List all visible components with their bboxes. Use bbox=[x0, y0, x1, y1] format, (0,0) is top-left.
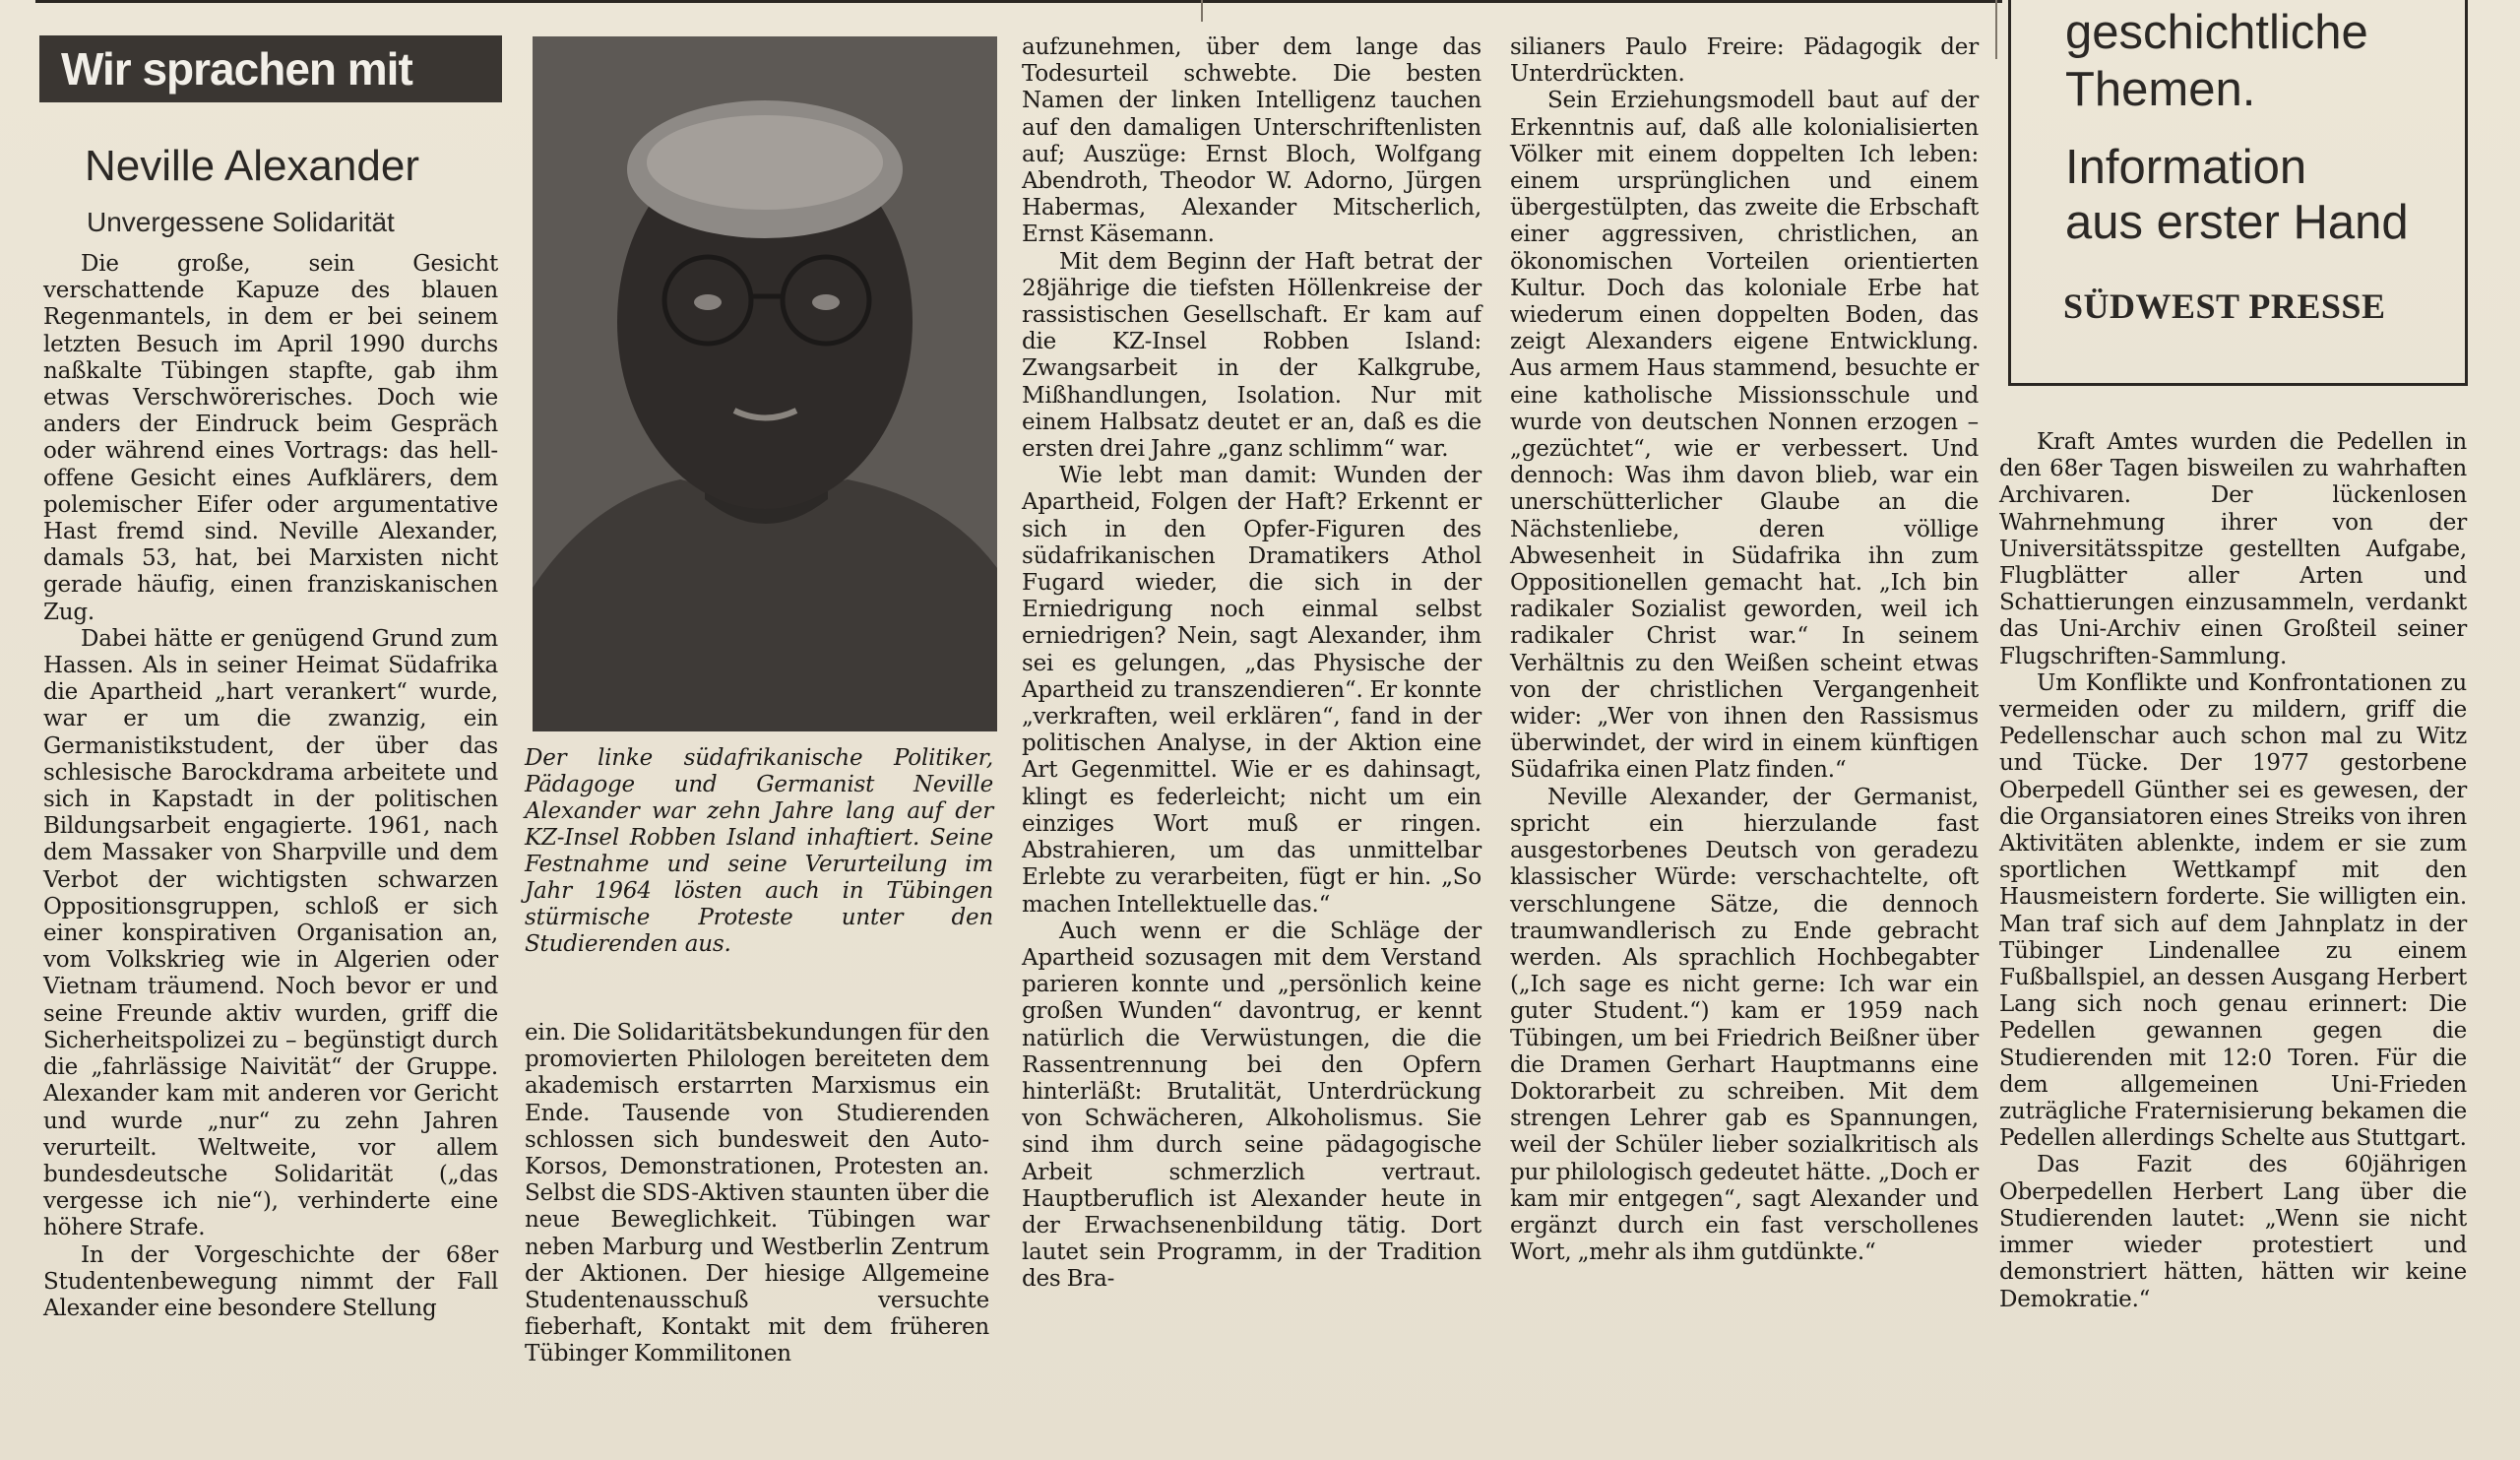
portrait-photo bbox=[533, 36, 997, 731]
paragraph: ein. Die Solidaritätsbekundungen für den promovierten Philologen bereiteten dem akademisch erstarrten Marxismus ein Ende. Tausende von Studierenden schlossen sich bundesweit den Auto-Korsos, Demonstrationen, Protesten an. Selbst die SDS-Aktiven staunten über die neue Beweglichkeit. Tübingen war neben Marburg und Westberlin Zentrum der Aktionen. Der hiesige Allgemeine Studentenausschuß versuchte fieberhaft, Kontakt mit dem früheren Tübinger Kommilitonen bbox=[525, 1020, 989, 1367]
paragraph: In der Vorgeschichte der 68er Studentenbewegung nimmt der Fall Alexander eine besondere Stellung bbox=[43, 1241, 498, 1321]
paragraph: Neville Alexander, der Germanist, spricht ein hierzulande fast ausgestorbenes Deutsch von geradezu klassischer Würde: verschachtelte, oft verschlungene Sätze, die dennoch traumwandlerisch zu Ende gebracht werden. Als sprachlich Hochbegabter („Ich sage es nicht gerne: Ich war ein guter Student.“) kam er 1959 nach Tübingen, um bei Friedrich Beißner über die Dramen Gerhart Hauptmanns eine Doktorarbeit zu schreiben. Mit dem strengen Lehrer gab es Spannungen, weil der Schüler lieber sozialkritisch als pur philologisch gedeutet hätte. „Doch er kam mir entgegen“, sagt Alexander und ergänzt durch ein fast verschollenes Wort, „mehr als ihm gutdünkte.“ bbox=[1510, 784, 1979, 1266]
photo-caption: Der linke südafrikanische Politiker, Pädagoge und Germanist Neville Alexander war zehn Jahre lang auf der KZ-Insel Robben Island inhaftiert. Seine Festnahme und seine Verurteilung im Jahr 1964 lösten auch in Tübingen stürmische Proteste unter den Studierenden aus. bbox=[525, 745, 993, 957]
advertisement-box bbox=[2008, 0, 2468, 386]
article-subhead: Unvergessene Solidarität bbox=[87, 207, 395, 237]
paragraph: silianers Paulo Freire: Pädagogik der Unterdrückten. bbox=[1510, 34, 1979, 88]
paragraph: Wie lebt man damit: Wunden der Apartheid, Folgen der Haft? Erkennt er sich in den Opfer-Figuren des südafrikanischen Dramatikers Athol Fugard wieder, die sich in der Erniedrigung noch einmal selbst erniedrigen? Nein, sagt Alexander, ihm sei es gelungen, „das Physische der Apartheid zu transzendieren“. Er konnte „verkraften, weil erklären“, fand in der politischen Analyse, in der Aktion eine Art Gegenmittel. Wie er es dahinsagt, klingt es federleicht; nicht um ein einziges Wort muß er ringen. Abstrahieren, um das unmittelbar Erlebte zu verarbeiten, fügt er hin. „So machen Intellektuelle das.“ bbox=[1022, 463, 1481, 918]
ad-text-line: Themen. bbox=[2065, 63, 2256, 116]
paragraph: Das Fazit des 60jährigen Oberpedellen Herbert Lang über die Studierenden lautet: „Wenn sie nicht immer wieder protestiert und demonstriert hätten, hätten wir keine Demokratie.“ bbox=[1999, 1152, 2467, 1312]
ad-text-line: geschichtliche bbox=[2065, 6, 2368, 59]
article-column-4 bbox=[1510, 34, 1979, 1266]
paragraph: aufzunehmen, über dem lange das Todesurteil schwebte. Die besten Namen der linken Intelligenz tauchen auf den damaligen Unterschriftenlisten auf; Auszüge: Ernst Bloch, Wolfgang Abendroth, Theodor W. Adorno, Jürgen Habermas, Alexander Mitscherlich, Ernst Käsemann. bbox=[1022, 34, 1481, 248]
article-column-2 bbox=[525, 1020, 989, 1368]
column-divider bbox=[1201, 0, 1203, 22]
top-rule bbox=[35, 0, 2002, 3]
rubric-banner: Wir sprachen mit bbox=[39, 35, 502, 102]
ad-text-line: aus erster Hand bbox=[2065, 196, 2409, 249]
column-divider bbox=[1995, 0, 1997, 59]
article-column-3 bbox=[1022, 34, 1481, 1294]
paragraph: Sein Erziehungsmodell baut auf der Erkenntnis auf, daß alle kolonialisierten Völker mit einem doppelten Ich leben: einem ursprünglichen und einem übergestülpten, das zweite die Erbschaft einer aggressiven, christlichen, an ökonomischen Vorteilen orientierten Kultur. Doch das koloniale Erbe hat wiederum einen doppelten Boden, das zeigt Alexanders eigene Entwicklung. Aus armem Haus stammend, besuchte er eine katholische Missionsschule und wurde von deutschen Nonnen erzogen – „gezüchtet“, wie er verbessert. Und dennoch: Was ihm davon blieb, war ein unerschütterlicher Glaube an die Nächstenliebe, deren völlige Abwesenheit in Südafrika ihn zum Oppositionellen gemacht hat. „Ich bin radikaler Sozialist geworden, weil ich radikaler Christ war.“ In seinem Verhältnis zu den Weißen scheint etwas von der christlichen Vergangenheit wider: „Wer von ihnen den Rassismus überwindet, der wird in einem künftigen Südafrika einen Platz finden.“ bbox=[1510, 88, 1979, 784]
paragraph: Mit dem Beginn der Haft betrat der 28jährige die tiefsten Höllenkreise der rassistischen Gesellschaft. Er kam auf die KZ-Insel Robben Island: Zwangsarbeit in der Kalkgrube, Mißhandlungen, Isolation. Nur mit einem Halbsatz deutet er an, daß es die ersten drei Jahre „ganz schlimm“ war. bbox=[1022, 248, 1481, 463]
article-column-5 bbox=[1999, 429, 2467, 1313]
ad-text-line: Information bbox=[2065, 141, 2307, 194]
article-headline: Neville Alexander bbox=[85, 142, 419, 190]
paragraph: Dabei hätte er genügend Grund zum Hassen. Als in seiner Heimat Südafrika die Apartheid „hart verankert“ wurde, war er um die zwanzig, ein Germanistikstudent, der über das schlesische Barockdrama arbeitete und sich in Kapstadt in der politischen Bildungsarbeit engagierte. 1961, nach dem Massaker von Sharpville und dem Verbot der wichtigsten schwarzen Oppositionsgruppen, schloß er sich einer konspirativen Organisation an, vom Volkskrieg wie in Algerien oder Vietnam träumend. Noch bevor er und seine Freunde aktiv wurden, griff die Sicherheitspolizei zu – begünstigt durch die „fahrlässige Naivität“ der Gruppe. Alexander kam mit anderen vor Gericht und wurde „nur“ zu zehn Jahren verurteilt. Weltweite, vor allem bundesdeutsche Solidarität („das vergesse ich nie“), verhinderte eine höhere Strafe. bbox=[43, 625, 498, 1241]
paragraph: Auch wenn er die Schläge der Apartheid sozusagen mit dem Verstand parieren konnte und „persönlich keine großen Wunden“ davontrug, er kennt natürlich die Verwüstungen, die die Rassentrennung bei den Opfern hinterläßt: Brutalität, Unterdrückung von Schwächeren, Alkoholismus. Sie sind ihm durch seine pädagogische Arbeit schmerzlich vertraut. Hauptberuflich ist Alexander heute in der Erwachsenenbildung tätig. Dort lautet sein Programm, in der Tradition des Bra- bbox=[1022, 918, 1481, 1293]
ad-brand-logo: SÜDWEST PRESSE bbox=[2063, 286, 2386, 326]
paragraph: Die große, sein Gesicht verschattende Kapuze des blauen Regenmantels, in dem er bei seinem letzten Besuch im April 1990 durchs naßkalte Tübingen stapfte, gab ihm etwas Verschwörerisches. Doch wie anders der Eindruck beim Gespräch oder während eines Vortrags: das hell-offene Gesicht eines Aufklärers, dem polemischer Eifer oder argumentative Hast fremd sind. Neville Alexander, damals 53, hat, bei Marxisten nicht gerade häufig, einen franziskanischen Zug. bbox=[43, 251, 498, 625]
article-column-1 bbox=[43, 251, 498, 1322]
paragraph: Um Konflikte und Konfrontationen zu vermeiden oder zu mildern, griff die Pedellenschar auch schon mal zu Witz und Tücke. Der 1977 gestorbene Oberpedell Günther sei es gewesen, der die Organsiatoren eines Streiks von ihren Aktivitäten ablenkte, indem er sie zum sportlichen Wettkampf mit den Hausmeistern forderte. Sie willigten ein. Man traf sich auf dem Jahnplatz in der Tübinger Lindenallee zu einem Fußballspiel, an dessen Ausgang Herbert Lang sich noch genau erinnert: Die Pedellen gewannen gegen die Studierenden mit 12:0 Toren. Für die dem allgemeinen Uni-Frieden zuträgliche Fraternisierung bekamen die Pedellen allerdings Schelte aus Stuttgart. bbox=[1999, 669, 2467, 1152]
paragraph: Kraft Amtes wurden die Pedellen in den 68er Tagen bisweilen zu wahrhaften Archivaren. Der lückenlosen Wahrnehmung ihrer von der Universitätsspitze gestellten Aufgabe, Flugblätter aller Arten und Schattierungen einzusammeln, verdankt das Uni-Archiv einen Großteil seiner Flugschriften-Sammlung. bbox=[1999, 429, 2467, 669]
